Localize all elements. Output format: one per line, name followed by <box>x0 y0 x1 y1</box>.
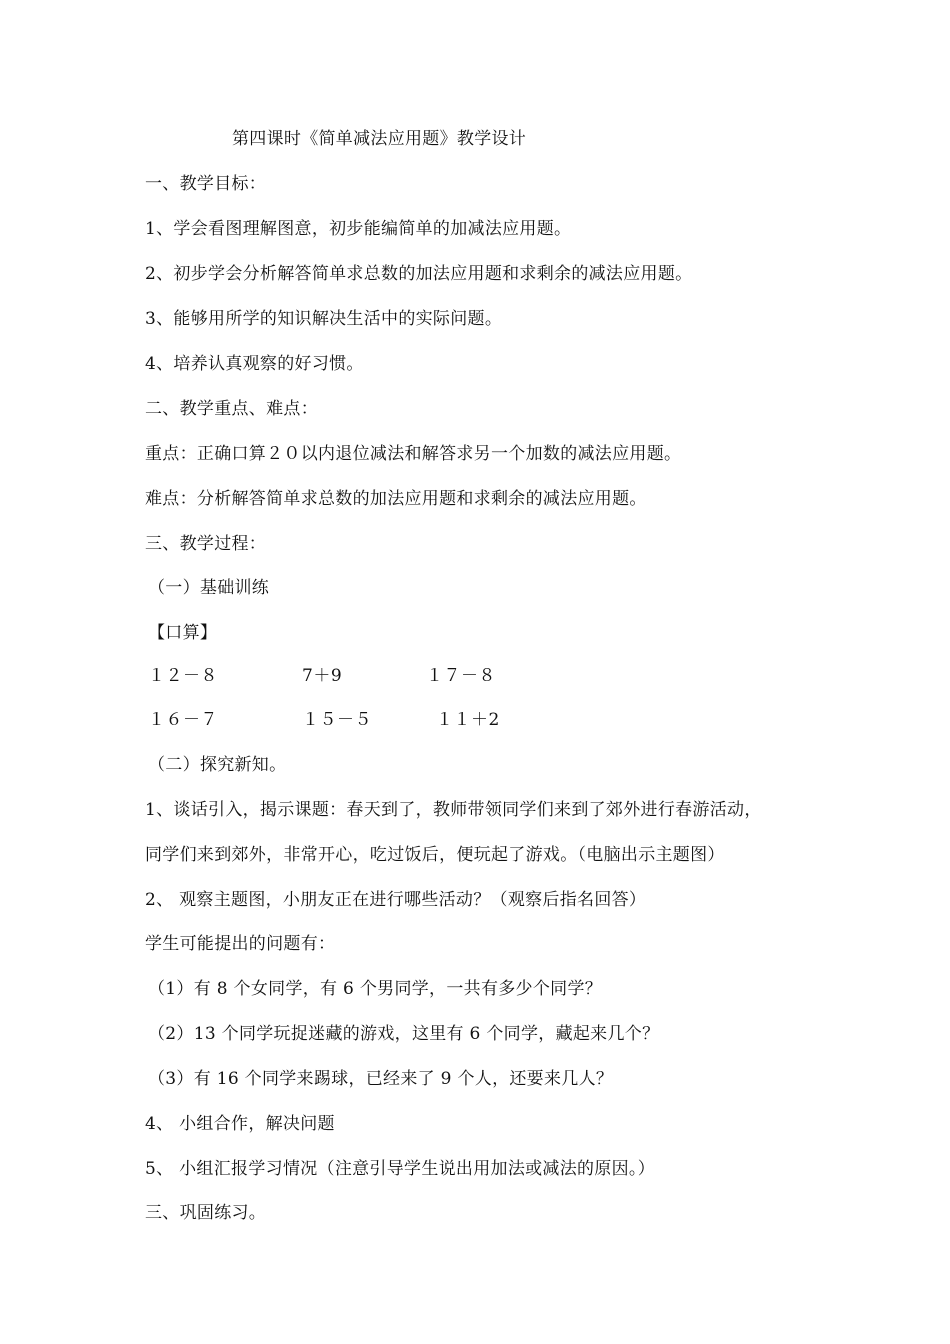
page-title: 第四课时《简单减法应用题》教学设计 <box>232 129 527 149</box>
step-1-line-2: 同学们来到郊外，非常开心，吃过饭后，便玩起了游戏。（电脑出示主题图） <box>145 845 725 865</box>
key-point: 重点：正确口算２０以内退位减法和解答求另一个加数的减法应用题。 <box>145 444 682 464</box>
goal-item: 3、能够用所学的知识解决生活中的实际问题。 <box>145 309 503 329</box>
step-4: 4、 小组合作，解决问题 <box>145 1114 335 1134</box>
section-heading-goals: 一、教学目标： <box>145 174 267 194</box>
oral-calc-item: １２－８ <box>148 666 218 686</box>
step-2: 2、 观察主题图，小朋友正在进行哪些活动？（观察后指名回答） <box>145 890 647 910</box>
question-item: （1）有 8 个女同学，有 6 个男同学，一共有多少个同学？ <box>148 979 603 999</box>
oral-calc-heading: 【口算】 <box>148 623 218 643</box>
question-item: （3）有 16 个同学来踢球，已经来了 9 个人，还要来几人？ <box>148 1069 614 1089</box>
oral-calc-item: 7＋9 <box>302 666 343 686</box>
difficult-point: 难点：分析解答简单求总数的加法应用题和求剩余的减法应用题。 <box>145 489 647 509</box>
goal-item: 4、培养认真观察的好习惯。 <box>145 354 364 374</box>
section-heading-practice: 三、巩固练习。 <box>145 1203 267 1223</box>
question-item: （2）13 个同学玩捉迷藏的游戏，这里有 6 个同学，藏起来几个？ <box>148 1024 660 1044</box>
part-heading-explore: （二）探究新知。 <box>148 755 287 775</box>
part-heading-basic-training: （一）基础训练 <box>148 578 270 598</box>
step-1-line-1: 1、谈话引入，揭示课题：春天到了，教师带领同学们来到了郊外进行春游活动， <box>145 800 762 820</box>
step-5: 5、 小组汇报学习情况（注意引导学生说出用加法或减法的原因。） <box>145 1159 656 1179</box>
questions-heading: 学生可能提出的问题有： <box>145 934 336 954</box>
section-heading-key-points: 二、教学重点、难点： <box>145 399 318 419</box>
oral-calc-item: １１＋2 <box>436 710 500 730</box>
section-heading-process: 三、教学过程： <box>145 534 267 554</box>
oral-calc-item: １５－５ <box>302 710 372 730</box>
goal-item: 1、学会看图理解图意，初步能编简单的加减法应用题。 <box>145 219 572 239</box>
goal-item: 2、初步学会分析解答简单求总数的加法应用题和求剩余的减法应用题。 <box>145 264 693 284</box>
oral-calc-item: １７－８ <box>426 666 496 686</box>
oral-calc-item: １６－７ <box>148 710 218 730</box>
